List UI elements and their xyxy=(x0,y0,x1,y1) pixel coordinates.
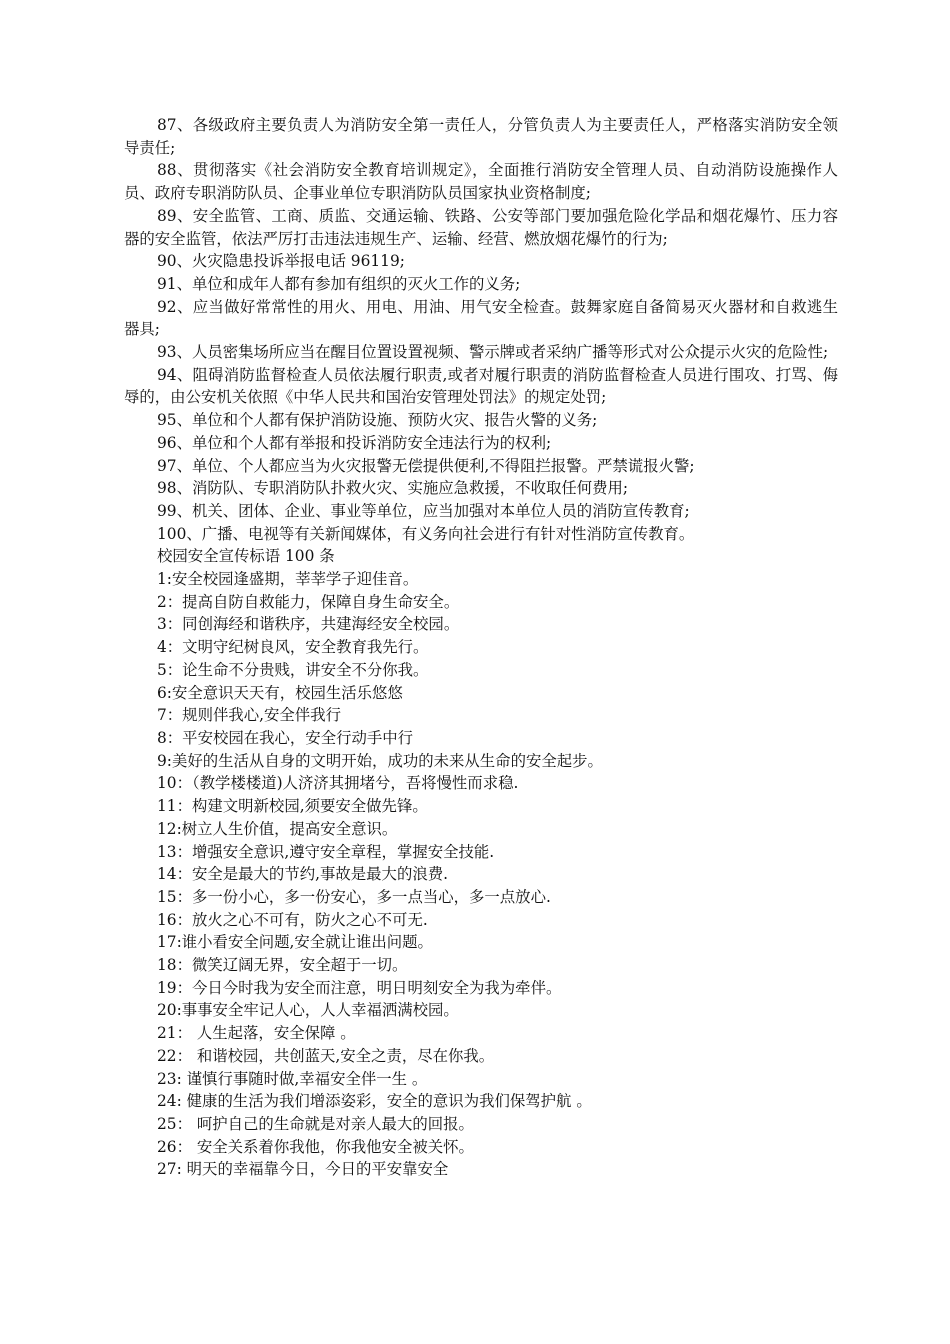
document-paragraph: 25： 呵护自己的生命就是对亲人最大的回报。 xyxy=(157,1114,474,1133)
document-paragraph: 100、广播、电视等有关新闻媒体，有义务向社会进行有针对性消防宣传教育。 xyxy=(157,524,695,543)
document-paragraph: 92、应当做好常常性的用火、用电、用油、用气安全检查。鼓舞家庭自备简易灭火器材和自救逃生器具; xyxy=(124,297,838,339)
document-paragraph: 93、人员密集场所应当在醒目位置设置视频、警示牌或者采纳广播等形式对公众提示火灾的危险性; xyxy=(157,343,829,362)
document-paragraph: 91、单位和成年人都有参加有组织的灭火工作的义务; xyxy=(157,274,521,293)
document-paragraph: 23: 谨慎行事随时做,幸福安全伴一生 。 xyxy=(157,1069,428,1088)
document-paragraph: 3：同创海经和谐秩序，共建海经安全校园。 xyxy=(157,615,460,634)
document-paragraph: 20:事事安全牢记人心，人人幸福洒满校园。 xyxy=(157,1001,459,1020)
document-paragraph: 96、单位和个人都有举报和投诉消防安全违法行为的权利; xyxy=(157,433,552,452)
document-paragraph: 1:安全校园逢盛期，莘莘学子迎佳音。 xyxy=(157,570,419,589)
document-paragraph: 校园安全宣传标语 100 条 xyxy=(157,547,335,566)
document-paragraph: 2：提高自防自救能力，保障自身生命安全。 xyxy=(157,592,460,611)
document-paragraph: 98、消防队、专职消防队扑救火灾、实施应急救援，不收取任何费用; xyxy=(157,479,629,498)
document-paragraph: 26： 安全关系着你我他，你我他安全被关怀。 xyxy=(157,1137,474,1156)
document-paragraph: 87、各级政府主要负责人为消防安全第一责任人，分管负责人为主要责任人，严格落实消防安全领导责任; xyxy=(124,116,838,157)
document-paragraph: 22： 和谐校园，共创蓝天,安全之责，尽在你我。 xyxy=(157,1046,495,1065)
document-paragraph: 18：微笑辽阔无界，安全超于一切。 xyxy=(157,956,408,975)
document-paragraph: 7：规则伴我心,安全伴我行 xyxy=(157,706,341,725)
document-paragraph: 16：放火之心不可有，防火之心不可无. xyxy=(157,910,428,929)
document-paragraph: 14：安全是最大的节约,事故是最大的浪费. xyxy=(157,865,449,884)
document-paragraph: 15：多一份小心，多一份安心，多一点当心，多一点放心. xyxy=(157,887,551,906)
document-paragraph: 90、火灾隐患投诉举报电话 96119; xyxy=(157,252,405,271)
document-paragraph: 8：平安校园在我心，安全行动手中行 xyxy=(157,728,414,747)
document-paragraph: 27: 明天的幸福靠今日，今日的平安靠安全 xyxy=(157,1160,449,1179)
document-paragraph: 88、贯彻落实《社会消防安全教育培训规定》，全面推行消防安全管理人员、自动消防设施操作人员、政府专职消防队员、企事业单位专职消防队员国家执业资格制度; xyxy=(124,161,838,203)
document-paragraph: 95、单位和个人都有保护消防设施、预防火灾、报告火警的义务; xyxy=(157,411,598,430)
document-paragraph: 5：论生命不分贵贱，讲安全不分你我。 xyxy=(157,660,429,679)
document-paragraph: 4：文明守纪树良风，安全教育我先行。 xyxy=(157,638,429,657)
document-paragraph: 17:谁小看安全问题,安全就让谁出问题。 xyxy=(157,933,433,952)
document-paragraph: 21： 人生起落，安全保障 。 xyxy=(157,1024,356,1043)
document-paragraph: 10：（教学楼楼道)人济济其拥堵兮，吾将慢性而求稳. xyxy=(157,774,519,793)
document-paragraph: 13：增强安全意识,遵守安全章程，掌握安全技能. xyxy=(157,842,495,861)
document-paragraph: 99、机关、团体、企业、事业等单位，应当加强对本单位人员的消防宣传教育; xyxy=(157,501,690,520)
document-paragraph: 6:安全意识天天有，校园生活乐悠悠 xyxy=(157,683,403,702)
document-paragraph: 19：今日今时我为安全而注意，明日明刻安全为我为牵伴。 xyxy=(157,978,562,997)
document-body xyxy=(124,114,838,1181)
document-paragraph: 9:美好的生活从自身的文明开始，成功的未来从生命的安全起步。 xyxy=(157,751,603,770)
document-paragraph: 12:树立人生价值，提高安全意识。 xyxy=(157,819,398,838)
document-paragraph: 11：构建文明新校园,须要安全做先锋。 xyxy=(157,797,428,816)
document-paragraph: 94、阻碍消防监督检查人员依法履行职责,或者对履行职责的消防监督检查人员进行围攻、打骂、侮辱的，由公安机关依照《中华人民共和国治安管理处罚法》的规定处罚; xyxy=(124,365,838,407)
document-paragraph: 97、单位、个人都应当为火灾报警无偿提供便利,不得阻拦报警。严禁谎报火警; xyxy=(157,456,695,475)
document-paragraph: 89、安全监管、工商、质监、交通运输、铁路、公安等部门要加强危险化学品和烟花爆竹、压力容器的安全监管，依法严厉打击违法违规生产、运输、经营、燃放烟花爆竹的行为; xyxy=(124,206,838,248)
document-paragraph: 24: 健康的生活为我们增添姿彩，安全的意识为我们保驾护航 。 xyxy=(157,1092,592,1111)
